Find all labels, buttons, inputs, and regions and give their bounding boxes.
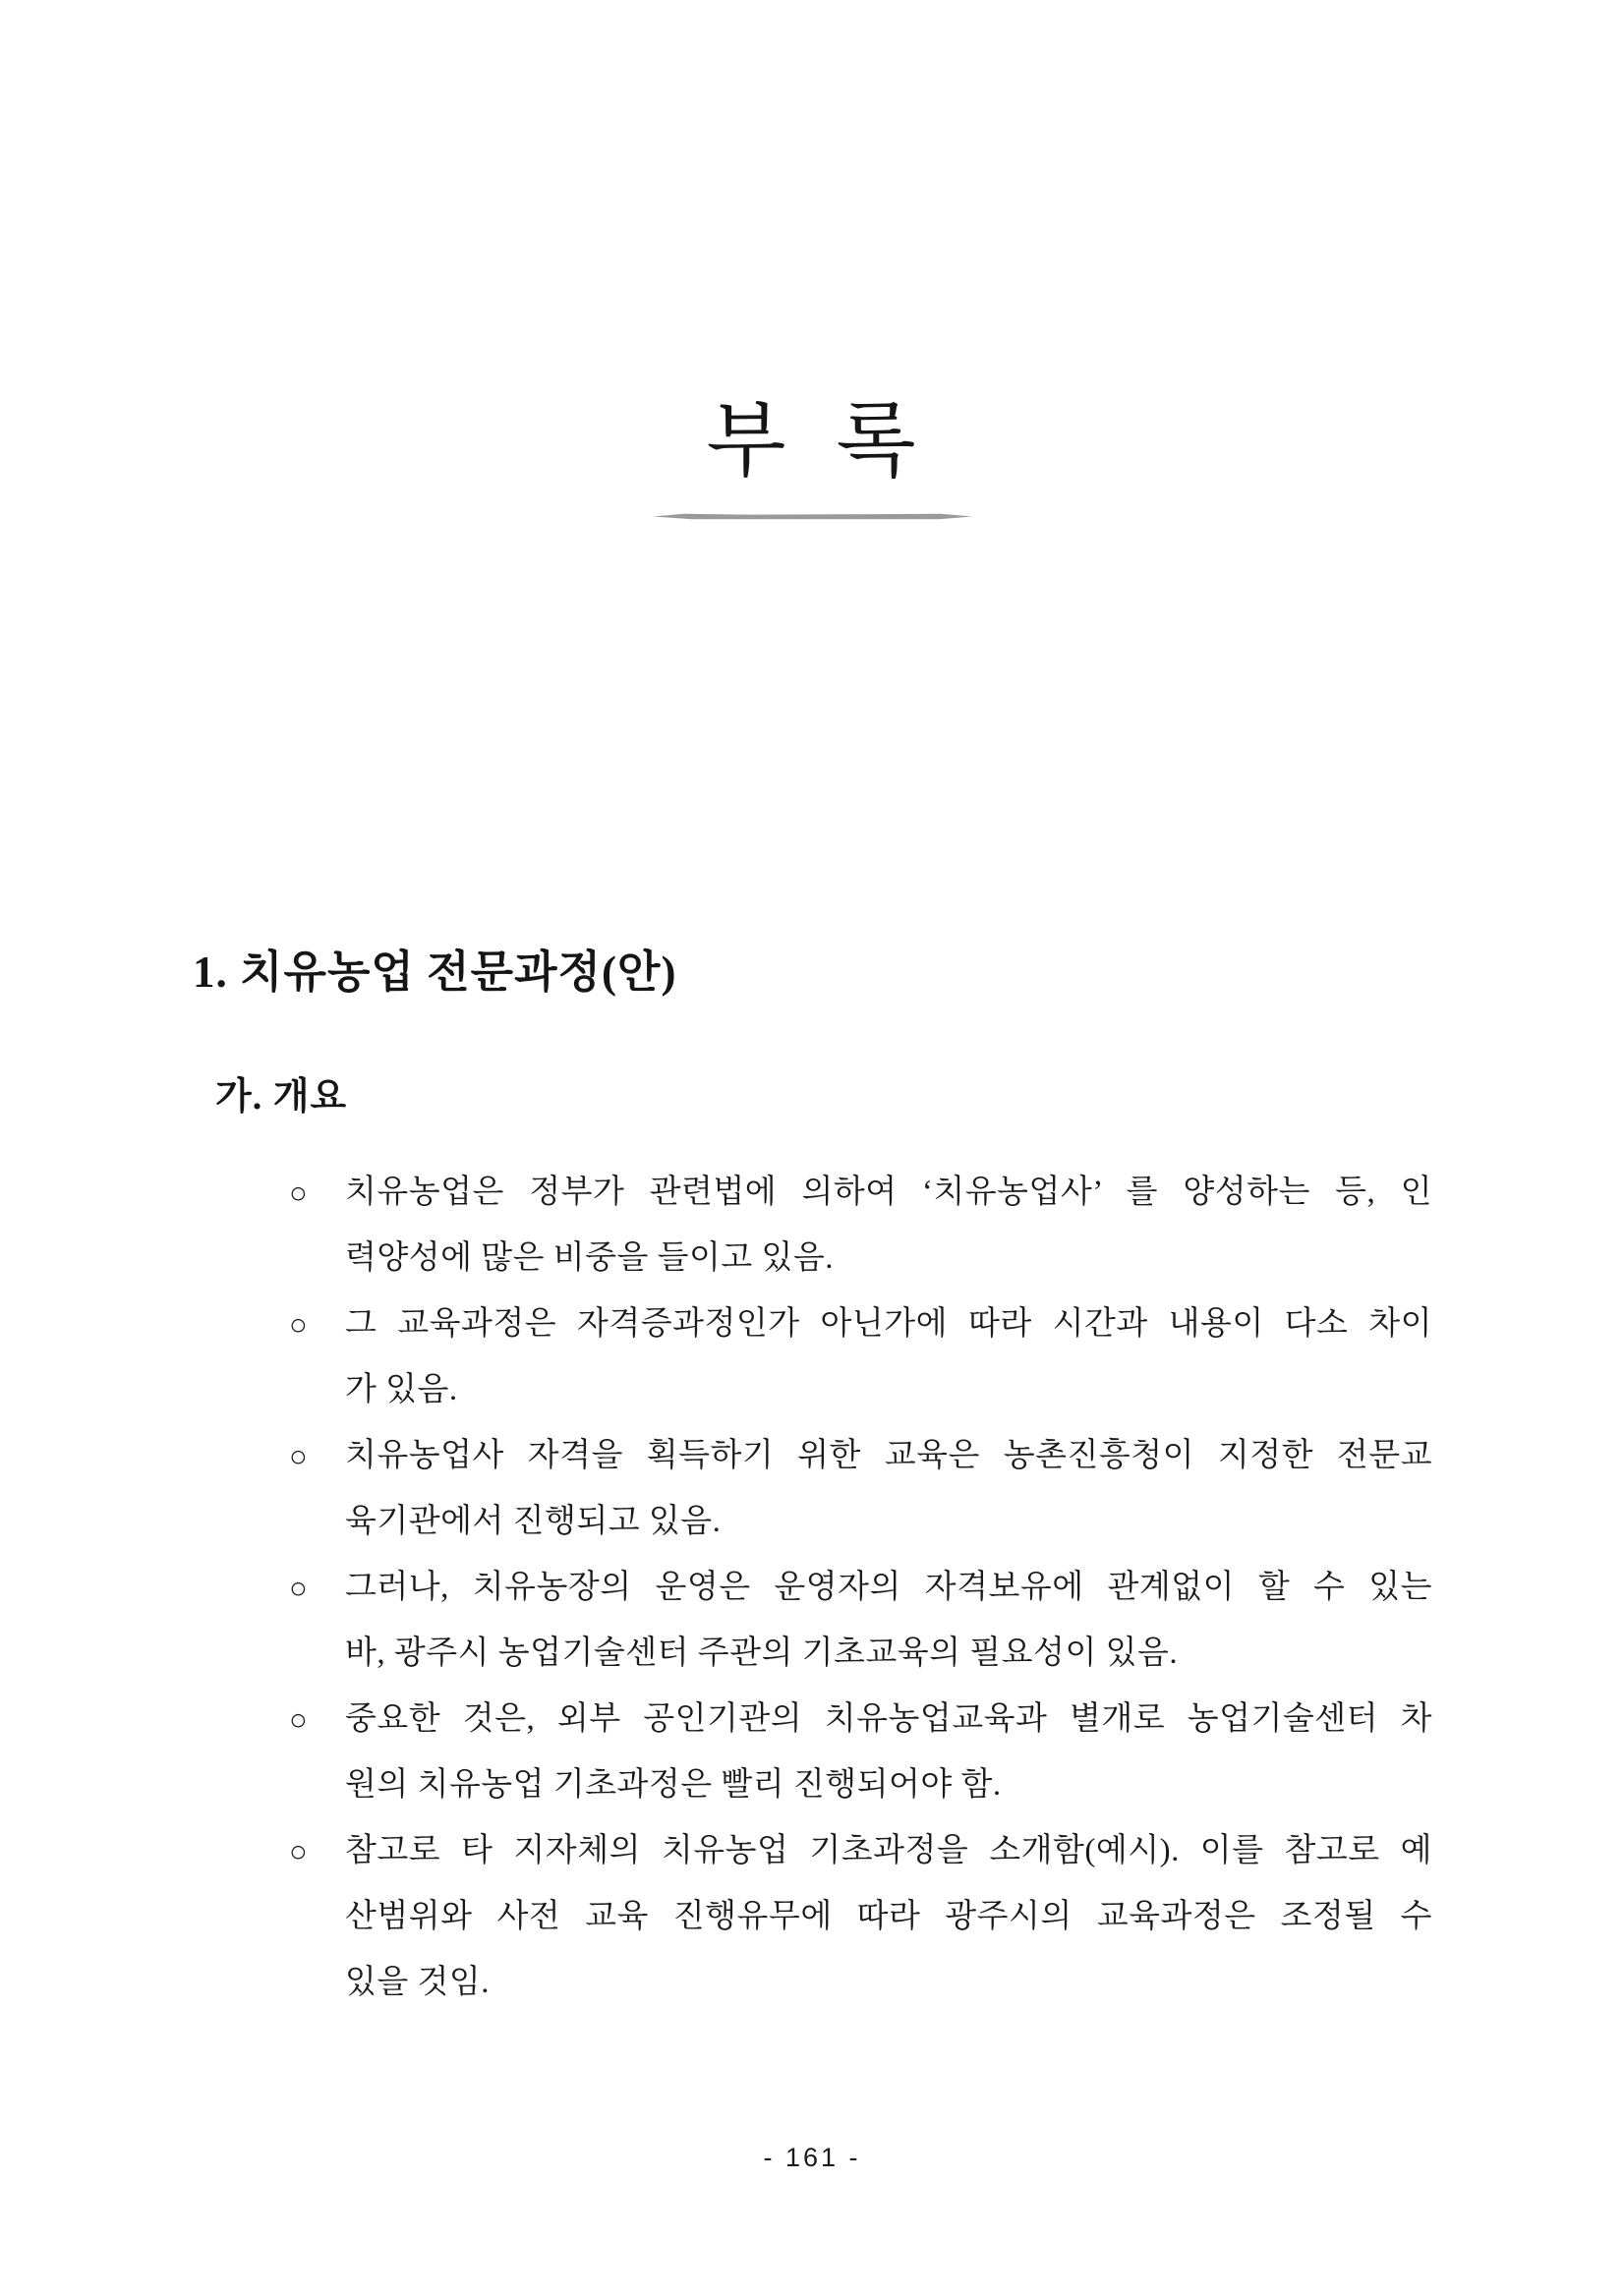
text-line: 그 교육과정은 자격증과정인가 아닌가에 따라 시간과 내용이 다소 차이 (345, 1306, 1432, 1342)
list-item (289, 1687, 1432, 1818)
text-line: 있을 것임. (345, 1965, 491, 2000)
list-item (289, 1160, 1432, 1292)
list-item (289, 1423, 1432, 1555)
list-item (289, 1818, 1432, 2016)
list-item-text (345, 1423, 1432, 1555)
text-line: 중요한 것은, 외부 공인기관의 치유농업교육과 별개로 농업기술센터 차 (345, 1701, 1432, 1737)
text-line: 가 있음. (345, 1372, 458, 1407)
page-title: 부 록 (706, 396, 918, 488)
page-number: - 161 - (763, 2143, 861, 2172)
circle-bullet-icon: ○ (289, 1176, 308, 1210)
list-item-text (345, 1292, 1432, 1423)
title-underline-shape (653, 514, 972, 519)
text-line: 그러나, 치유농장의 운영은 운영자의 자격보유에 관계없이 할 수 있는 (345, 1570, 1432, 1605)
circle-bullet-icon: ○ (289, 1307, 308, 1342)
circle-bullet-icon: ○ (289, 1834, 308, 1868)
list-item-text (345, 1160, 1432, 1292)
text-line: 산범위와 사전 교육 진행유무에 따라 광주시의 교육과정은 조정될 수 (345, 1899, 1432, 1934)
list-item (289, 1292, 1432, 1423)
bullet-list (289, 1160, 1432, 2016)
title-underline (0, 511, 1624, 529)
text-line: 원의 치유농업 기초과정은 빨리 진행되어야 함. (345, 1767, 1002, 1803)
section-heading: 1. 치유농업 전문과정(안) (193, 947, 677, 997)
circle-bullet-icon: ○ (289, 1571, 308, 1605)
list-item-text (345, 1818, 1432, 2016)
circle-bullet-icon: ○ (289, 1439, 308, 1473)
title-underline-stroke (653, 511, 972, 521)
text-line: 치유농업사 자격을 획득하기 위한 교육은 농촌진흥청이 지정한 전문교 (345, 1438, 1432, 1473)
text-line: 참고로 타 지자체의 치유농업 기초과정을 소개함(예시). 이를 참고로 예 (345, 1833, 1432, 1868)
text-line: 육기관에서 진행되고 있음. (345, 1504, 722, 1539)
circle-bullet-icon: ○ (289, 1702, 308, 1737)
subsection-heading: 가. 개요 (215, 1076, 348, 1118)
list-item-text (345, 1555, 1432, 1687)
text-line: 바, 광주시 농업기술센터 주관의 기초교육의 필요성이 있음. (345, 1636, 1179, 1671)
text-line: 력양성에 많은 비중을 들이고 있음. (345, 1240, 835, 1276)
list-item-text (345, 1687, 1432, 1818)
list-item (289, 1555, 1432, 1687)
text-line: 치유농업은 정부가 관련법에 의하여 ‘치유농업사’ 를 양성하는 등, 인 (345, 1175, 1432, 1210)
